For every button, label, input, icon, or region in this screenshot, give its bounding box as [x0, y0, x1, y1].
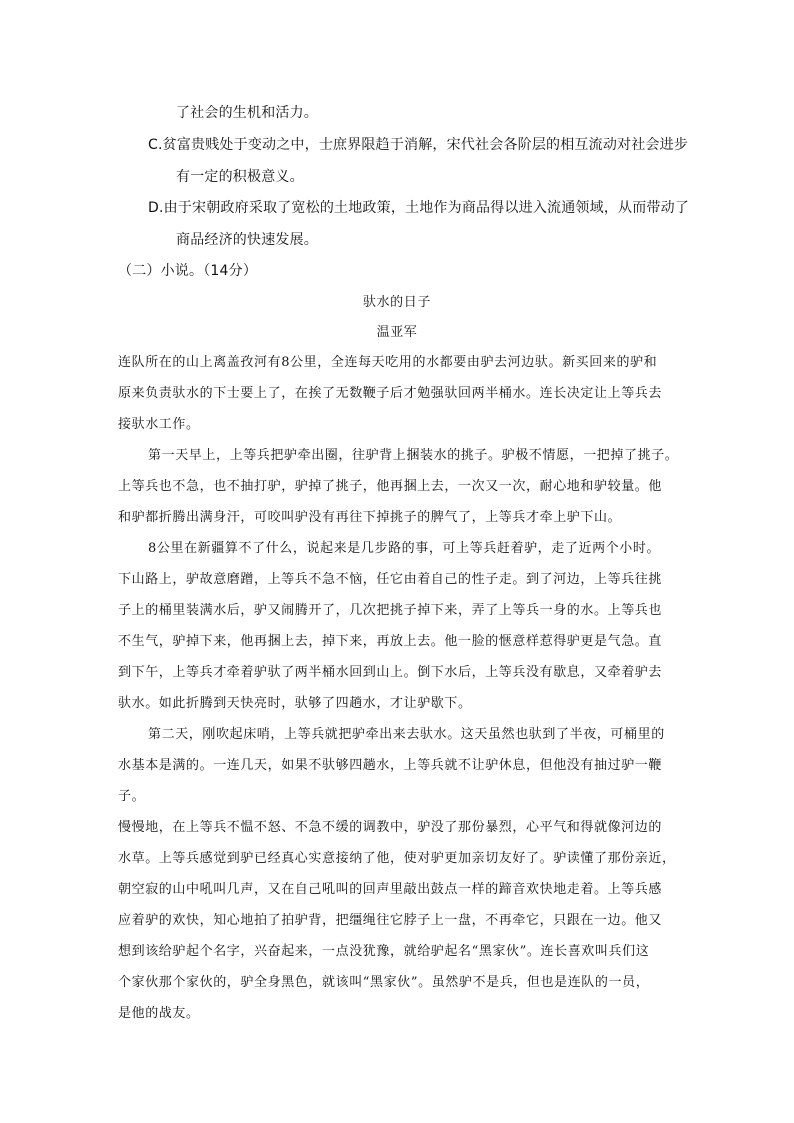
story-line: 上等兵也不急，也不抽打驴，驴掉了挑子，他再捆上去，一次又一次，耐心地和驴较量。他	[118, 479, 663, 494]
story-line: 朝空寂的山中吼叫几声，又在自己吼叫的回声里敲出鼓点一样的蹄音欢快地走着。上等兵感	[118, 882, 663, 897]
story-line: 8公里在新疆算不了什么，说起来是几步路的事，可上等兵赶着驴，走了近两个小时。	[148, 541, 661, 556]
story-line: 慢慢地，在上等兵不愠不怒、不急不缓的调教中，驴没了那份暴烈，心平气和得就像河边的	[118, 820, 663, 835]
story-author: 温亚军	[376, 325, 418, 340]
story-line: 驮水。如此折腾到天快亮时，驮够了四趟水，才让驴歇下。	[118, 696, 472, 711]
option-b-continuation: 了社会的生机和活力。	[176, 105, 318, 121]
story-line: 子。	[118, 789, 146, 804]
option-c-line2: 有一定的积极意义。	[176, 169, 304, 185]
story-line: 下山路上，驴故意磨蹭，上等兵不急不恼，任它由着自己的性子走。到了河边，上等兵往挑	[118, 572, 663, 587]
story-line: 子上的桶里装满水后，驴又闹腾开了，几次把挑子掉下来，弄了上等兵一身的水。上等兵也	[118, 603, 663, 618]
story-line: 是他的战友。	[118, 1006, 200, 1021]
story-title: 驮水的日子	[362, 295, 431, 310]
option-c-line1: C.贫富贵贱处于变动之中，士庶界限趋于消解，宋代社会各阶层的相互流动对社会进步	[148, 137, 689, 153]
section-heading: （二）小说。（14分）	[118, 263, 258, 279]
story-line: 个家伙那个家伙的，驴全身黑色，就该叫“黑家伙”。虽然驴不是兵，但也是连队的一员，	[118, 975, 650, 990]
story-line: 第二天，刚吹起床哨，上等兵就把驴牵出来去驮水。这天虽然也驮到了半夜，可桶里的	[148, 727, 665, 742]
story-line: 连队所在的山上离盖孜河有8公里，全连每天吃用的水都要由驴去河边驮。新买回来的驴和	[118, 355, 658, 370]
story-line: 到下午，上等兵才牵着驴驮了两半桶水回到山上。倒下水后，上等兵没有歇息，又牵着驴去	[118, 665, 663, 680]
story-line: 应着驴的欢快，知心地拍了拍驴背，把缰绳往它脖子上一盘，不再牵它，只跟在一边。他又	[118, 913, 663, 928]
story-line: 第一天早上，上等兵把驴牵出圈，往驴背上捆装水的挑子。驴极不情愿，一把掉了挑子。	[148, 448, 679, 463]
story-line: 原来负责驮水的下士要上了，在挨了无数鞭子后才勉强驮回两半桶水。连长决定让上等兵去	[118, 386, 663, 401]
story-line: 不生气，驴掉下来，他再捆上去，掉下来，再放上去。他一脸的惬意样惹得驴更是气急。直	[118, 634, 663, 649]
option-d-line1: D.由于宋朝政府采取了宽松的土地政策，土地作为商品得以进入流通领域，从而带动了	[148, 200, 690, 216]
option-d-line2: 商品经济的快速发展。	[176, 232, 318, 248]
story-line: 水基本是满的。一连几天，如果不驮够四趟水，上等兵就不让驴休息，但他没有抽过驴一鞭	[118, 758, 663, 773]
story-line: 想到该给驴起个名字，兴奋起来，一点没犹豫，就给驴起名“黑家伙”。连长喜欢叫兵们这	[118, 944, 650, 959]
story-line: 接驮水工作。	[118, 417, 200, 432]
story-line: 和驴都折腾出满身汗，可咬叫驴没有再往下掉挑子的脾气了，上等兵才牵上驴下山。	[118, 510, 622, 525]
story-line: 水草。上等兵感觉到驴已经真心实意接纳了他，使对驴更加亲切友好了。驴读懂了那份亲近，	[118, 851, 676, 866]
